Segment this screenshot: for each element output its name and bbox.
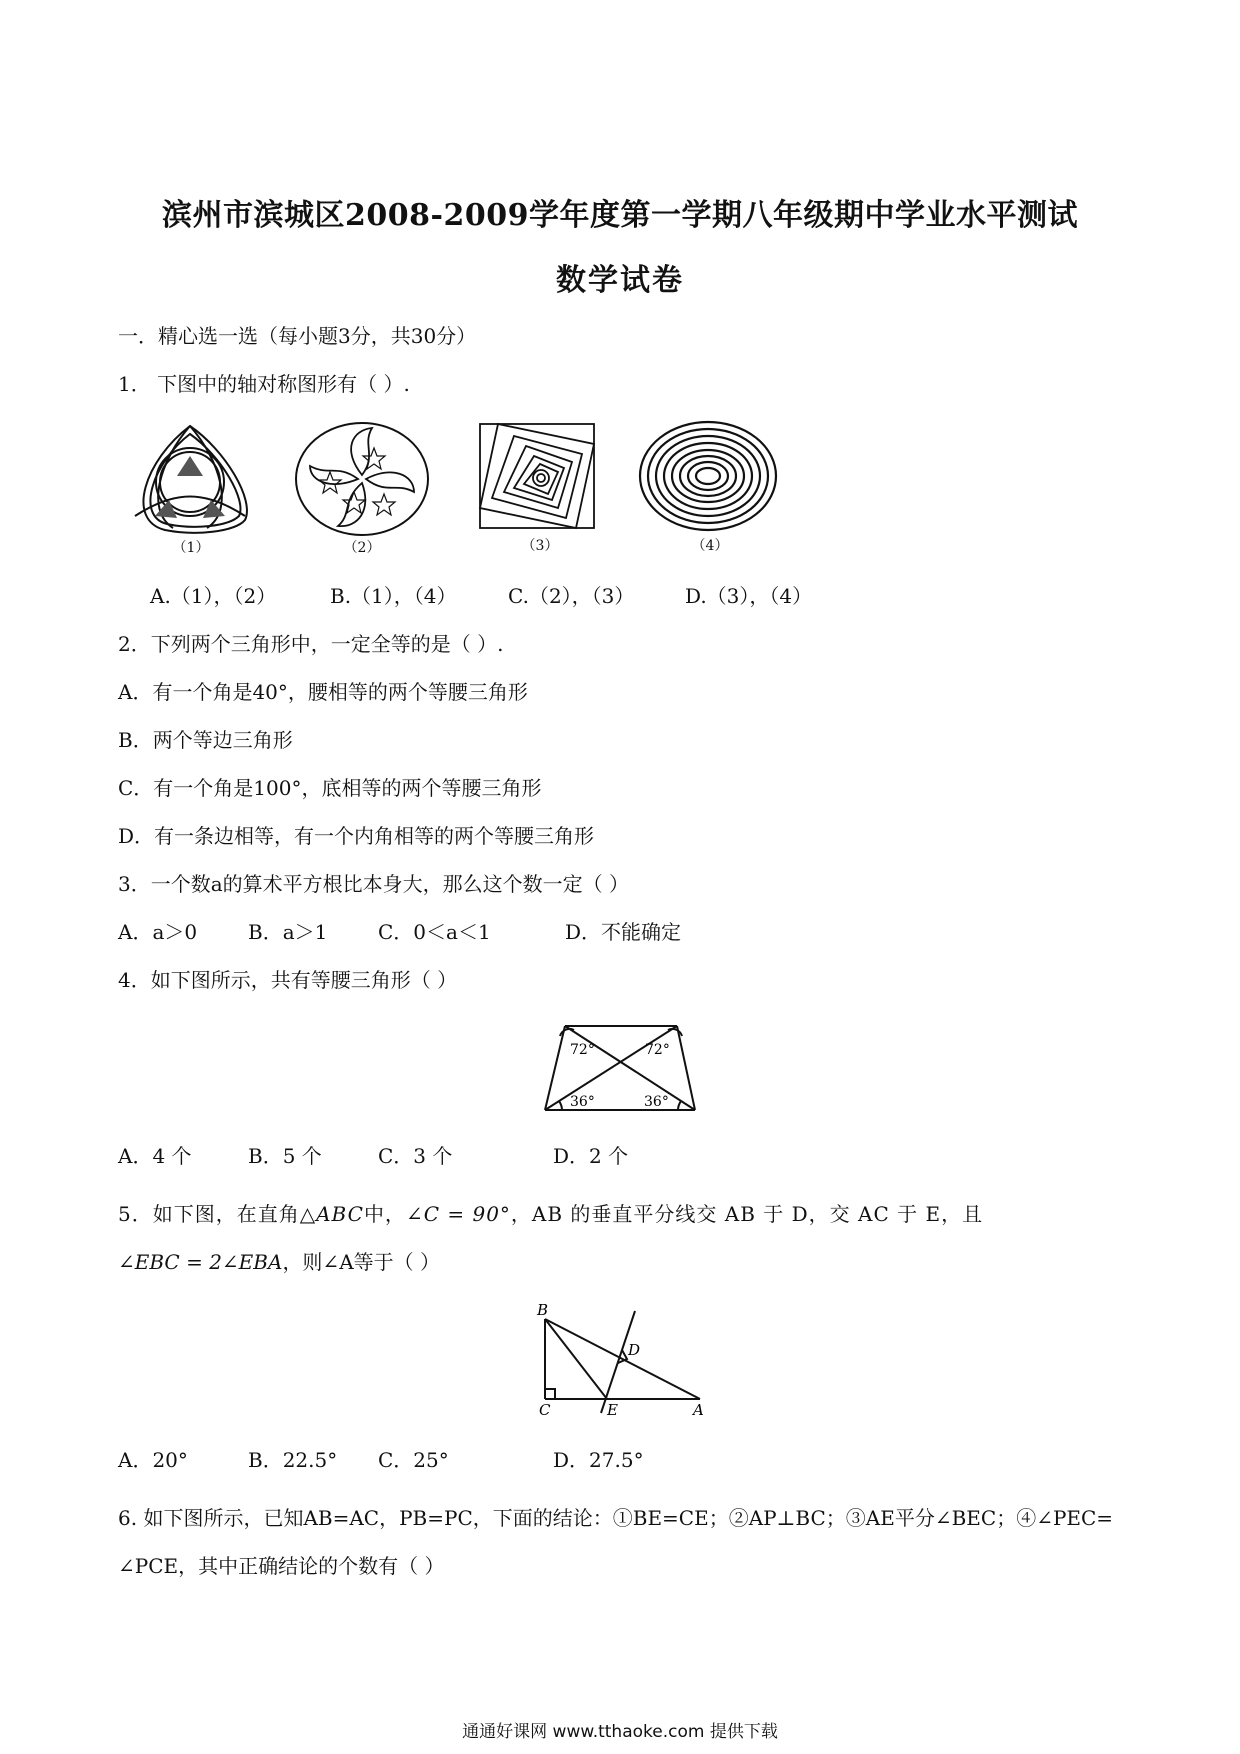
q4-angle-top-left: 72°: [570, 1042, 595, 1058]
q5-label-b: B: [537, 1301, 549, 1319]
q3-option-d: D．不能确定: [565, 920, 682, 944]
q1-stem: 1． 下图中的轴对称图形有（ ）.: [118, 372, 410, 396]
q6-line2: ∠PCE，其中正确结论的个数有（ ）: [118, 1554, 445, 1578]
q5-line2: [118, 1246, 440, 1275]
q4-angle-top-right: 72°: [645, 1042, 670, 1058]
q5-option-c: C．25°: [378, 1448, 449, 1472]
q2-option-b: B．两个等边三角形: [118, 728, 293, 752]
q5-line1-rest: ，AB 的垂直平分线交 AB 于 D，交 AC 于 E，且: [510, 1202, 984, 1226]
q5-option-d: D．27.5°: [553, 1448, 644, 1472]
q1-caption-4: （4）: [691, 538, 729, 554]
q5-option-b: B．22.5°: [248, 1448, 338, 1472]
q4-stem: 4．如下图所示，共有等腰三角形（ ）: [118, 968, 458, 992]
q5-right-angle: ∠C = 90°: [405, 1202, 511, 1226]
q2-option-c: C．有一个角是100°，底相等的两个等腰三角形: [118, 776, 542, 800]
q4-option-d: D．2 个: [553, 1144, 629, 1168]
q3-stem: 3．一个数a的算术平方根比本身大，那么这个数一定（ ）: [118, 872, 630, 896]
q1-figure-2: [292, 420, 432, 538]
q4-angle-bottom-right: 36°: [644, 1094, 669, 1110]
q1-option-b: B.（1），（4）: [330, 584, 457, 608]
q4-option-b: B．5 个: [248, 1144, 322, 1168]
q5-label-e: E: [607, 1401, 618, 1419]
q5-label-c: C: [539, 1401, 551, 1419]
q5-label-d: D: [628, 1341, 641, 1359]
q6-line1: 6. 如下图所示，已知AB=AC，PB=PC，下面的结论：①BE=CE；②AP⊥BC；③AE平分∠BEC；④∠PEC=: [118, 1506, 1114, 1530]
q1-option-c: C.（2），（3）: [508, 584, 635, 608]
q4-option-a: A．4 个: [118, 1144, 192, 1168]
q5-condition: ∠EBC = 2∠EBA: [118, 1250, 283, 1274]
q2-stem: 2．下列两个三角形中，一定全等的是（ ）.: [118, 632, 504, 656]
q3-option-a: A．a＞0: [118, 920, 198, 944]
q3-option-b: B．a＞1: [248, 920, 328, 944]
q5-line2-rest: ，则∠A等于（ ）: [282, 1250, 440, 1274]
q5-line1-prefix: 5．如下图，在直角: [118, 1202, 300, 1226]
q1-option-a: A.（1），（2）: [150, 584, 277, 608]
q5-line1-mid: 中，: [363, 1202, 406, 1226]
q4-figure: [540, 1018, 700, 1114]
q2-option-a: A．有一个角是40°，腰相等的两个等腰三角形: [118, 680, 528, 704]
q5-line1: [118, 1198, 983, 1227]
q1-caption-3: （3）: [521, 538, 559, 554]
exam-subtitle: 数学试卷: [556, 263, 684, 298]
q1-option-d: D.（3），（4）: [685, 584, 813, 608]
q5-figure: [535, 1301, 710, 1419]
q5-option-a: A．20°: [118, 1448, 188, 1472]
q3-option-c: C．0＜a＜1: [378, 920, 491, 944]
q2-option-d: D．有一条边相等，有一个内角相等的两个等腰三角形: [118, 824, 595, 848]
q1-figure-1: [125, 420, 255, 538]
q1-caption-2: （2）: [343, 540, 381, 556]
q4-angle-bottom-left: 36°: [570, 1094, 595, 1110]
q1-figure-4: [638, 420, 778, 532]
q1-caption-1: （1）: [172, 540, 210, 556]
q5-label-a: A: [693, 1401, 704, 1419]
q5-triangle: △ABC: [299, 1202, 364, 1226]
q1-figure-3: [478, 422, 596, 530]
section-heading: 一．精心选一选（每小题3分，共30分）: [118, 324, 477, 348]
footer: 通通好课网 www.tthaoke.com 提供下载: [462, 1722, 778, 1742]
q4-option-c: C．3 个: [378, 1144, 453, 1168]
exam-title: 滨州市滨城区2008-2009学年度第一学期八年级期中学业水平测试: [162, 198, 1078, 233]
